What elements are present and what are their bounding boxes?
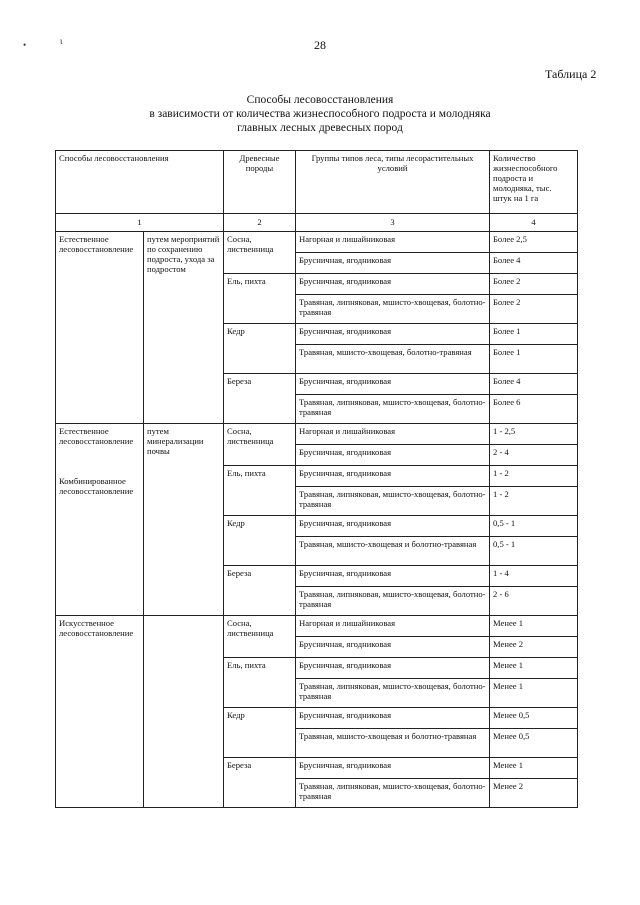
species-cell: Кедр: [224, 516, 296, 566]
table-title: [60, 93, 580, 135]
table-row: [56, 616, 578, 637]
quantity-cell: Менее 1: [490, 658, 578, 679]
header-quantity-line: штук на 1 га: [493, 193, 539, 203]
quantity-cell: Более 1: [490, 324, 578, 345]
method-label: Искусственное лесовосстановление: [59, 618, 134, 638]
species-cell: Сосна, лиственница: [224, 232, 296, 274]
species-cell: Ель, пихта: [224, 274, 296, 324]
forest-type-cell: Брусничная, ягодниковая: [296, 516, 490, 537]
species-cell: Береза: [224, 758, 296, 808]
forest-type-cell: Брусничная, ягодниковая: [296, 445, 490, 466]
table-label: Таблица 2: [545, 67, 597, 81]
quantity-cell: Более 6: [490, 395, 578, 424]
forest-type-cell: Брусничная, ягодниковая: [296, 466, 490, 487]
column-number: 1: [56, 214, 224, 232]
quantity-cell: Менее 0,5: [490, 729, 578, 758]
species-cell: Сосна, лиственница: [224, 616, 296, 658]
forest-type-cell: Брусничная, ягодниковая: [296, 637, 490, 658]
header-species: Древесные породы: [224, 151, 296, 214]
way-cell: путем мероприятий по сохранению подроста, ухода за подростом: [144, 232, 224, 424]
forest-type-cell: Брусничная, ягодниковая: [296, 566, 490, 587]
quantity-cell: Более 4: [490, 253, 578, 274]
column-number: 2: [224, 214, 296, 232]
title-line: главных лесных древесных пород: [237, 122, 403, 134]
title-line: в зависимости от количества жизнеспособного подроста и молодняка: [149, 108, 491, 120]
method-extra-label: Комбинированное лесовосстановление: [59, 476, 134, 496]
quantity-cell: Менее 1: [490, 616, 578, 637]
reforestation-table: [55, 150, 578, 808]
table-header-row: [56, 151, 578, 214]
method-label: Естественное лесовосстановление: [59, 426, 134, 446]
method-cell: [56, 424, 144, 616]
quantity-cell: 2 - 4: [490, 445, 578, 466]
species-cell: Береза: [224, 374, 296, 424]
table-row: [56, 232, 578, 253]
forest-type-cell: Брусничная, ягодниковая: [296, 708, 490, 729]
species-cell: Ель, пихта: [224, 466, 296, 516]
quantity-cell: 1 - 4: [490, 566, 578, 587]
forest-type-cell: Нагорная и лишайниковая: [296, 616, 490, 637]
header-quantity-line: Количество: [493, 153, 536, 163]
forest-type-cell: Нагорная и лишайниковая: [296, 424, 490, 445]
forest-type-cell: Травяная, мшисто-хвощевая и болотно-травяная: [296, 729, 490, 758]
column-number-row: [56, 214, 578, 232]
way-cell: [144, 616, 224, 808]
quantity-cell: Менее 2: [490, 637, 578, 658]
quantity-cell: Более 4: [490, 374, 578, 395]
method-cell: [56, 616, 144, 808]
forest-type-cell: Травяная, мшисто-хвощевая, болотно-травяная: [296, 345, 490, 374]
quantity-cell: 1 - 2: [490, 487, 578, 516]
quantity-cell: 1 - 2,5: [490, 424, 578, 445]
species-cell: Сосна, лиственница: [224, 424, 296, 466]
quantity-cell: Менее 2: [490, 779, 578, 808]
scan-dot-mark: •: [23, 40, 27, 50]
forest-type-cell: Травяная, липняковая, мшисто-хвощевая, болотно-травяная: [296, 395, 490, 424]
method-cell: [56, 232, 144, 424]
quantity-cell: 0,5 - 1: [490, 516, 578, 537]
forest-type-cell: Травяная, липняковая, мшисто-хвощевая, болотно-травяная: [296, 295, 490, 324]
forest-type-cell: Брусничная, ягодниковая: [296, 758, 490, 779]
quantity-cell: Менее 1: [490, 679, 578, 708]
species-cell: Береза: [224, 566, 296, 616]
scan-tick-mark: ι: [60, 36, 63, 46]
page-number: 28: [314, 38, 326, 52]
forest-type-cell: Брусничная, ягодниковая: [296, 253, 490, 274]
forest-type-cell: Травяная, липняковая, мшисто-хвощевая, болотно-травяная: [296, 487, 490, 516]
quantity-cell: Менее 0,5: [490, 708, 578, 729]
forest-type-cell: Брусничная, ягодниковая: [296, 274, 490, 295]
species-cell: Кедр: [224, 324, 296, 374]
quantity-cell: Более 2,5: [490, 232, 578, 253]
method-label: Естественное лесовосстановление: [59, 234, 134, 254]
forest-type-cell: Брусничная, ягодниковая: [296, 374, 490, 395]
quantity-cell: Более 2: [490, 295, 578, 324]
quantity-cell: Более 2: [490, 274, 578, 295]
header-quantity-line: жизнеспособного: [493, 163, 558, 173]
forest-type-cell: Травяная, липняковая, мшисто-хвощевая, болотно-травяная: [296, 679, 490, 708]
header-quantity-line: молодняка, тыс.: [493, 183, 552, 193]
quantity-cell: 1 - 2: [490, 466, 578, 487]
quantity-cell: 0,5 - 1: [490, 537, 578, 566]
quantity-cell: Более 1: [490, 345, 578, 374]
forest-type-cell: Брусничная, ягодниковая: [296, 324, 490, 345]
column-number: 4: [490, 214, 578, 232]
header-quantity-line: подроста и: [493, 173, 534, 183]
header-methods: Способы лесовосстановления: [56, 151, 224, 214]
column-number: 3: [296, 214, 490, 232]
forest-type-cell: Травяная, мшисто-хвощевая и болотно-травяная: [296, 537, 490, 566]
forest-type-cell: Травяная, липняковая, мшисто-хвощевая, болотно-травяная: [296, 587, 490, 616]
header-quantity: [490, 151, 578, 214]
table-row: [56, 424, 578, 445]
species-cell: Кедр: [224, 708, 296, 758]
quantity-cell: Менее 1: [490, 758, 578, 779]
forest-type-cell: Нагорная и лишайниковая: [296, 232, 490, 253]
species-cell: Ель, пихта: [224, 658, 296, 708]
title-line: Способы лесовосстановления: [246, 94, 394, 106]
quantity-cell: 2 - 6: [490, 587, 578, 616]
way-cell: путем минерализации почвы: [144, 424, 224, 616]
forest-type-cell: Брусничная, ягодниковая: [296, 658, 490, 679]
header-groups: Группы типов леса, типы лесорастительных условий: [296, 151, 490, 214]
forest-type-cell: Травяная, липняковая, мшисто-хвощевая, болотно-травяная: [296, 779, 490, 808]
